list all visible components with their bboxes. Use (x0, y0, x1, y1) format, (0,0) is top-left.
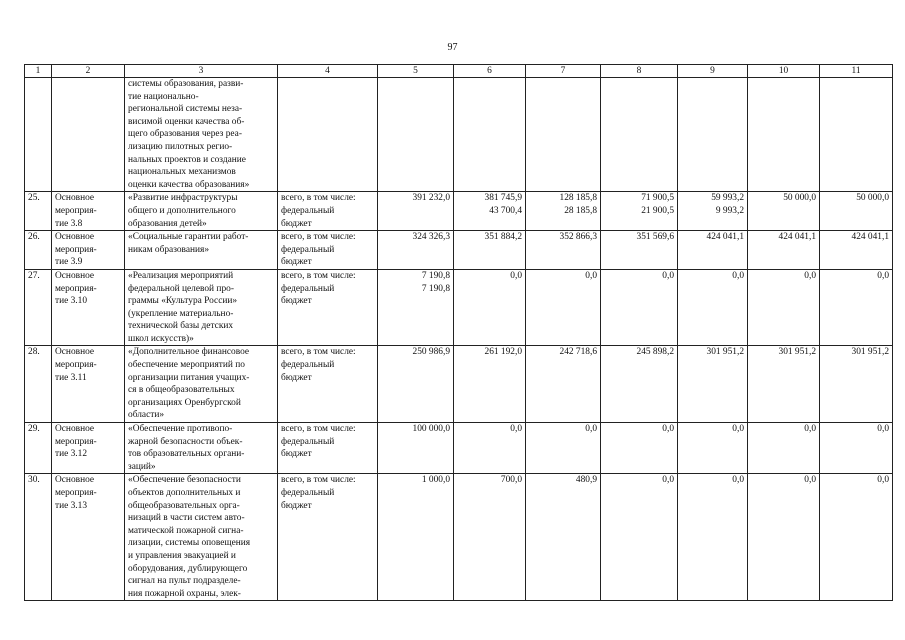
measure-cell (52, 346, 125, 423)
amount-total: 0,0 (877, 475, 889, 486)
amount-total: 0,0 (585, 424, 597, 435)
amount-federal: 28 185,8 (564, 205, 597, 216)
amount-total: 0,0 (804, 475, 816, 486)
description-cell (125, 78, 278, 192)
amount-total: 0,0 (877, 424, 889, 435)
amount-cell-year-6 (748, 474, 820, 601)
amount-cell-year-5 (678, 231, 748, 270)
header-cell: 4 (278, 65, 378, 78)
amount-cell-year-4 (601, 78, 678, 192)
amount-total: 424 041,1 (851, 232, 889, 243)
amount-total (529, 78, 597, 91)
amount-total: 0,0 (732, 270, 744, 281)
amount-total: 50 000,0 (856, 193, 889, 204)
row-number-cell (25, 269, 52, 346)
description-cell-text: «Развитие инфраструктуры общего и дополнительного образования детей» (128, 193, 238, 229)
amount-cell-year-7 (820, 474, 893, 601)
amount-cell-year-4 (601, 231, 678, 270)
table-row (25, 423, 893, 474)
amount-total: 250 986,9 (412, 347, 450, 358)
amount-total: 100 000,0 (412, 424, 450, 435)
row-number-cell (25, 423, 52, 474)
amount-cell-year-3 (526, 78, 601, 192)
header-cell: 8 (601, 65, 678, 78)
table-row (25, 269, 893, 346)
table-row (25, 474, 893, 601)
header-cell: 7 (526, 65, 601, 78)
measure-cell (52, 474, 125, 601)
amount-total: 59 993,2 (711, 193, 744, 204)
measure-cell-text: Основное мероприя- тие 3.12 (55, 424, 97, 460)
amount-cell-year-4 (601, 269, 678, 346)
row-number-cell (25, 78, 52, 192)
measure-cell-text: Основное мероприя- тие 3.13 (55, 475, 97, 511)
amount-cell-year-5 (678, 192, 748, 231)
amount-total: 381 745,9 (484, 193, 522, 204)
description-cell-text: «Социальные гарантии работ- никам образования» (128, 232, 249, 255)
amount-cell-year-6 (748, 192, 820, 231)
measure-cell (52, 78, 125, 192)
row-number-cell-text: 25. (28, 193, 40, 204)
source-federal-label: федеральный бюджет (281, 360, 335, 383)
amount-cell-year-6 (748, 346, 820, 423)
amount-total: 0,0 (732, 424, 744, 435)
funding-source-cell (278, 423, 378, 474)
table-row (25, 192, 893, 231)
funding-source-cell (278, 269, 378, 346)
amount-federal: 21 900,5 (641, 205, 674, 216)
row-number-cell-text: 28. (28, 347, 40, 358)
amount-federal: 7 190,8 (421, 283, 450, 294)
amount-total (604, 78, 674, 91)
source-total-label: всего, в том числе: (281, 424, 356, 435)
amount-total: 351 569,6 (636, 232, 674, 243)
amount-cell-year-5 (678, 346, 748, 423)
header-cell: 6 (454, 65, 526, 78)
amount-total (381, 78, 450, 91)
amount-cell-year-6 (748, 423, 820, 474)
header-cell: 10 (748, 65, 820, 78)
amount-total: 1 000,0 (421, 475, 450, 486)
amount-federal: 43 700,4 (489, 205, 522, 216)
amount-cell-year-7 (820, 192, 893, 231)
amount-total: 50 000,0 (783, 193, 816, 204)
amount-cell-year-2 (454, 269, 526, 346)
row-number-cell-text: 29. (28, 424, 40, 435)
measure-cell (52, 423, 125, 474)
amount-cell-year-4 (601, 423, 678, 474)
description-cell (125, 192, 278, 231)
source-total-label: всего, в том числе: (281, 347, 356, 358)
amount-cell-year-3 (526, 474, 601, 601)
row-number-cell-text: 27. (28, 270, 40, 281)
header-cell: 9 (678, 65, 748, 78)
amount-cell-year-2 (454, 346, 526, 423)
amount-cell-year-1 (378, 78, 454, 192)
amount-cell-year-4 (601, 192, 678, 231)
amount-total: 301 951,2 (778, 347, 816, 358)
amount-cell-year-7 (820, 346, 893, 423)
table-header-row (25, 65, 893, 78)
funding-source-cell (278, 192, 378, 231)
amount-cell-year-4 (601, 474, 678, 601)
description-cell (125, 269, 278, 346)
amount-cell-year-4 (601, 346, 678, 423)
amount-total: 261 192,0 (484, 347, 522, 358)
measure-cell (52, 269, 125, 346)
amount-total: 324 326,3 (412, 232, 450, 243)
amount-total: 0,0 (732, 475, 744, 486)
amount-total: 351 884,2 (484, 232, 522, 243)
page-number: 97 (447, 42, 458, 53)
amount-cell-year-2 (454, 231, 526, 270)
measure-cell (52, 231, 125, 270)
funding-source-cell (278, 474, 378, 601)
amount-cell-year-3 (526, 346, 601, 423)
amount-cell-year-7 (820, 231, 893, 270)
amount-total: 0,0 (510, 424, 522, 435)
source-federal-label: федеральный бюджет (281, 488, 335, 511)
amount-total: 301 951,2 (706, 347, 744, 358)
measure-cell (52, 192, 125, 231)
budget-table (24, 64, 893, 601)
amount-cell-year-2 (454, 78, 526, 192)
measure-cell-text: Основное мероприя- тие 3.8 (55, 193, 97, 229)
table-row (25, 231, 893, 270)
description-cell-text: «Обеспечение безопасности объектов дополнительных и общеобразовательных орга- низаций в части систем авто- матической пожарной сигна- лизации, системы оповещения и управления эвакуацией и оборудования, дублирующего сигнал на пульт подразделе- ния пожарной охраны, элек- (128, 475, 251, 599)
funding-source-cell (278, 346, 378, 423)
source-federal-label: федеральный бюджет (281, 436, 335, 460)
amount-cell-year-5 (678, 269, 748, 346)
source-total-label: всего, в том числе: (281, 270, 356, 281)
row-number-cell (25, 192, 52, 231)
amount-cell-year-5 (678, 78, 748, 192)
header-cell: 5 (378, 65, 454, 78)
amount-cell-year-5 (678, 474, 748, 601)
amount-cell-year-2 (454, 423, 526, 474)
amount-cell-year-6 (748, 231, 820, 270)
amount-total: 0,0 (585, 270, 597, 281)
description-cell (125, 474, 278, 601)
header-cell: 11 (820, 65, 893, 78)
amount-cell-year-1 (378, 474, 454, 601)
amount-total: 0,0 (804, 424, 816, 435)
row-number-cell-text: 30. (28, 475, 40, 486)
header-cell: 3 (125, 65, 278, 78)
source-total-label: всего, в том числе: (281, 475, 356, 486)
funding-source-cell (278, 78, 378, 192)
amount-total: 424 041,1 (706, 232, 744, 243)
amount-total: 480,9 (575, 475, 597, 486)
amount-cell-year-3 (526, 192, 601, 231)
amount-total: 352 866,3 (559, 232, 597, 243)
amount-total: 71 900,5 (641, 193, 674, 204)
amount-cell-year-2 (454, 192, 526, 231)
amount-cell-year-1 (378, 423, 454, 474)
row-number-cell (25, 231, 52, 270)
row-number-cell (25, 474, 52, 601)
description-cell-text: системы образования, разви- тие национально- региональной системы неза- висимой оценки качества об- щего образования через реа- лизацию пилотных регио- нальных проектов и создание национальных механизмов оценки качества образования» (128, 79, 250, 190)
amount-cell-year-7 (820, 423, 893, 474)
amount-total: 391 232,0 (412, 193, 450, 204)
amount-total: 7 190,8 (421, 270, 450, 281)
amount-federal: 9 993,2 (715, 205, 744, 216)
description-cell-text: «Реализация мероприятий федеральной целевой про- граммы «Культура России» (укрепление материально- технической базы детских школ искусств)» (128, 270, 238, 344)
header-cell: 2 (52, 65, 125, 78)
amount-total: 0,0 (804, 270, 816, 281)
amount-cell-year-3 (526, 423, 601, 474)
description-cell-text: «Обеспечение противопо- жарной безопасности объек- тов образовательных органи- заций» (128, 424, 245, 472)
amount-total: 424 041,1 (778, 232, 816, 243)
amount-total (823, 78, 889, 91)
source-total-label: всего, в том числе: (281, 232, 356, 243)
table-body (25, 65, 893, 601)
amount-total: 0,0 (877, 270, 889, 281)
amount-total: 0,0 (510, 270, 522, 281)
amount-cell-year-1 (378, 231, 454, 270)
row-number-cell (25, 346, 52, 423)
description-cell (125, 346, 278, 423)
description-cell-text: «Дополнительное финансовое обеспечение мероприятий по организации питания учащих- ся в общеобразовательных организациях Оренбургской области» (128, 347, 250, 421)
description-cell (125, 231, 278, 270)
amount-total: 0,0 (662, 270, 674, 281)
amount-total: 0,0 (662, 424, 674, 435)
source-federal-label: федеральный бюджет (281, 244, 335, 268)
amount-cell-year-2 (454, 474, 526, 601)
amount-total (751, 78, 816, 91)
row-number-cell-text: 26. (28, 232, 40, 243)
amount-cell-year-1 (378, 269, 454, 346)
amount-cell-year-3 (526, 269, 601, 346)
amount-total: 242 718,6 (559, 347, 597, 358)
amount-total (457, 78, 522, 91)
amount-cell-year-6 (748, 78, 820, 192)
amount-cell-year-6 (748, 269, 820, 346)
measure-cell-text: Основное мероприя- тие 3.9 (55, 232, 97, 268)
table-row (25, 78, 893, 192)
amount-total: 128 185,8 (559, 193, 597, 204)
amount-cell-year-5 (678, 423, 748, 474)
description-cell (125, 423, 278, 474)
amount-cell-year-7 (820, 269, 893, 346)
amount-total: 301 951,2 (851, 347, 889, 358)
amount-cell-year-7 (820, 78, 893, 192)
amount-cell-year-1 (378, 192, 454, 231)
amount-cell-year-3 (526, 231, 601, 270)
amount-cell-year-1 (378, 346, 454, 423)
amount-total: 700,0 (500, 475, 522, 486)
measure-cell-text: Основное мероприя- тие 3.11 (55, 347, 97, 383)
amount-total (681, 78, 744, 91)
table-row (25, 346, 893, 423)
header-cell: 1 (25, 65, 52, 78)
amount-total: 0,0 (662, 475, 674, 486)
amount-total: 245 898,2 (636, 347, 674, 358)
source-total-label: всего, в том числе: (281, 193, 356, 204)
source-federal-label: федеральный бюджет (281, 205, 335, 229)
measure-cell-text: Основное мероприя- тие 3.10 (55, 270, 97, 307)
source-federal-label: федеральный бюджет (281, 283, 335, 307)
funding-source-cell (278, 231, 378, 270)
